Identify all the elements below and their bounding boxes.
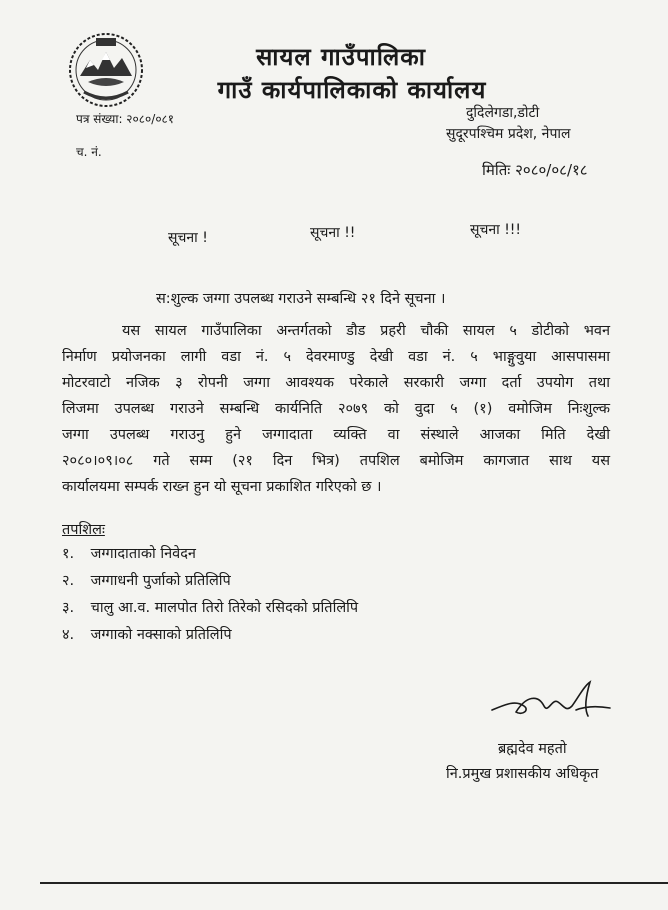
body-line: मोटरवाटो नजिक ३ रोपनी जग्गा आवश्यक परेकाले सरकारी जग्गा दर्ता उपयोग तथा (62, 375, 610, 391)
list-item (62, 570, 358, 597)
office-title-line2: गाउँ कार्यपालिकाको कार्यालय (217, 76, 487, 104)
list-item-number: ३. (62, 600, 75, 616)
list-item-text: जग्गाधनी पुर्जाको प्रतिलिपि (90, 573, 231, 589)
notice-word-1: सूचना ! (168, 230, 208, 246)
notice-body (62, 318, 610, 500)
signature-icon (486, 676, 616, 726)
address-line1: दुदिलेगडा,डोटी (466, 105, 540, 121)
nepal-government-emblem-icon (66, 30, 146, 110)
list-item-text: चालु आ.व. मालपोत तिरो तिरेको रसिदको प्रतिलिपि (90, 600, 359, 616)
list-item (62, 624, 358, 651)
signatory-name: ब्रह्मदेव महतो (498, 741, 567, 757)
list-item-text: जग्गाको नक्साको प्रतिलिपि (90, 627, 232, 643)
body-line: कार्यालयमा सम्पर्क राख्न हुन यो सूचना प्रकाशित गरिएको छ । (62, 479, 382, 495)
notice-word-2: सूचना !! (310, 225, 356, 241)
tapasil-heading: तपशिलः (62, 522, 105, 538)
letter-date: मितिः २०८०/०८/१८ (482, 161, 588, 179)
body-line: यस सायल गाउँपालिका अन्तर्गतको डौड प्रहरी चौकी सायल ५ डोटीको भवन (122, 323, 610, 339)
body-line: लिजमा उपलब्ध गराउने सम्बन्धि कार्यनिति २०७९ को वुदा ५ (१) वमोजिम निःशुल्क (62, 401, 610, 417)
list-item-number: ४. (62, 627, 75, 643)
letter-number: पत्र संख्या: २०८०/०८१ (76, 112, 175, 126)
signatory-designation: नि.प्रमुख प्रशासकीय अधिकृत (446, 766, 599, 782)
list-item-number: १. (62, 546, 75, 562)
tapasil-list (62, 543, 358, 651)
notice-word-3: सूचना !!! (470, 222, 522, 238)
address-line2: सुदूरपश्चिम प्रदेश, नेपाल (446, 126, 571, 142)
body-line: २०८०।०९।०८ गते सम्म (२१ दिन भित्र) तपशिल बमोजिम कागजात साथ यस (62, 453, 610, 469)
list-item-number: २. (62, 573, 75, 589)
office-title-line1: सायल गाउँपालिका (256, 43, 426, 71)
body-line: निर्माण प्रयोजनका लागी वडा नं. ५ देवरमाण्डु देखी वडा नं. ५ भाङ्गुवुया आसपासमा (62, 349, 610, 365)
body-line: जग्गा उपलब्ध गराउनु हुने जग्गादाता व्यक्ति वा संस्थाले आजका मिति देखी (62, 427, 610, 443)
list-item-text: जग्गादाताको निवेदन (90, 546, 196, 562)
bottom-divider (40, 882, 668, 884)
notice-subject: स:शुल्क जग्गा उपलब्ध गराउने सम्बन्धि २१ दिने सूचना । (156, 291, 446, 307)
list-item (62, 597, 358, 624)
list-item (62, 543, 358, 570)
dispatch-number: च. नं. (76, 145, 102, 159)
